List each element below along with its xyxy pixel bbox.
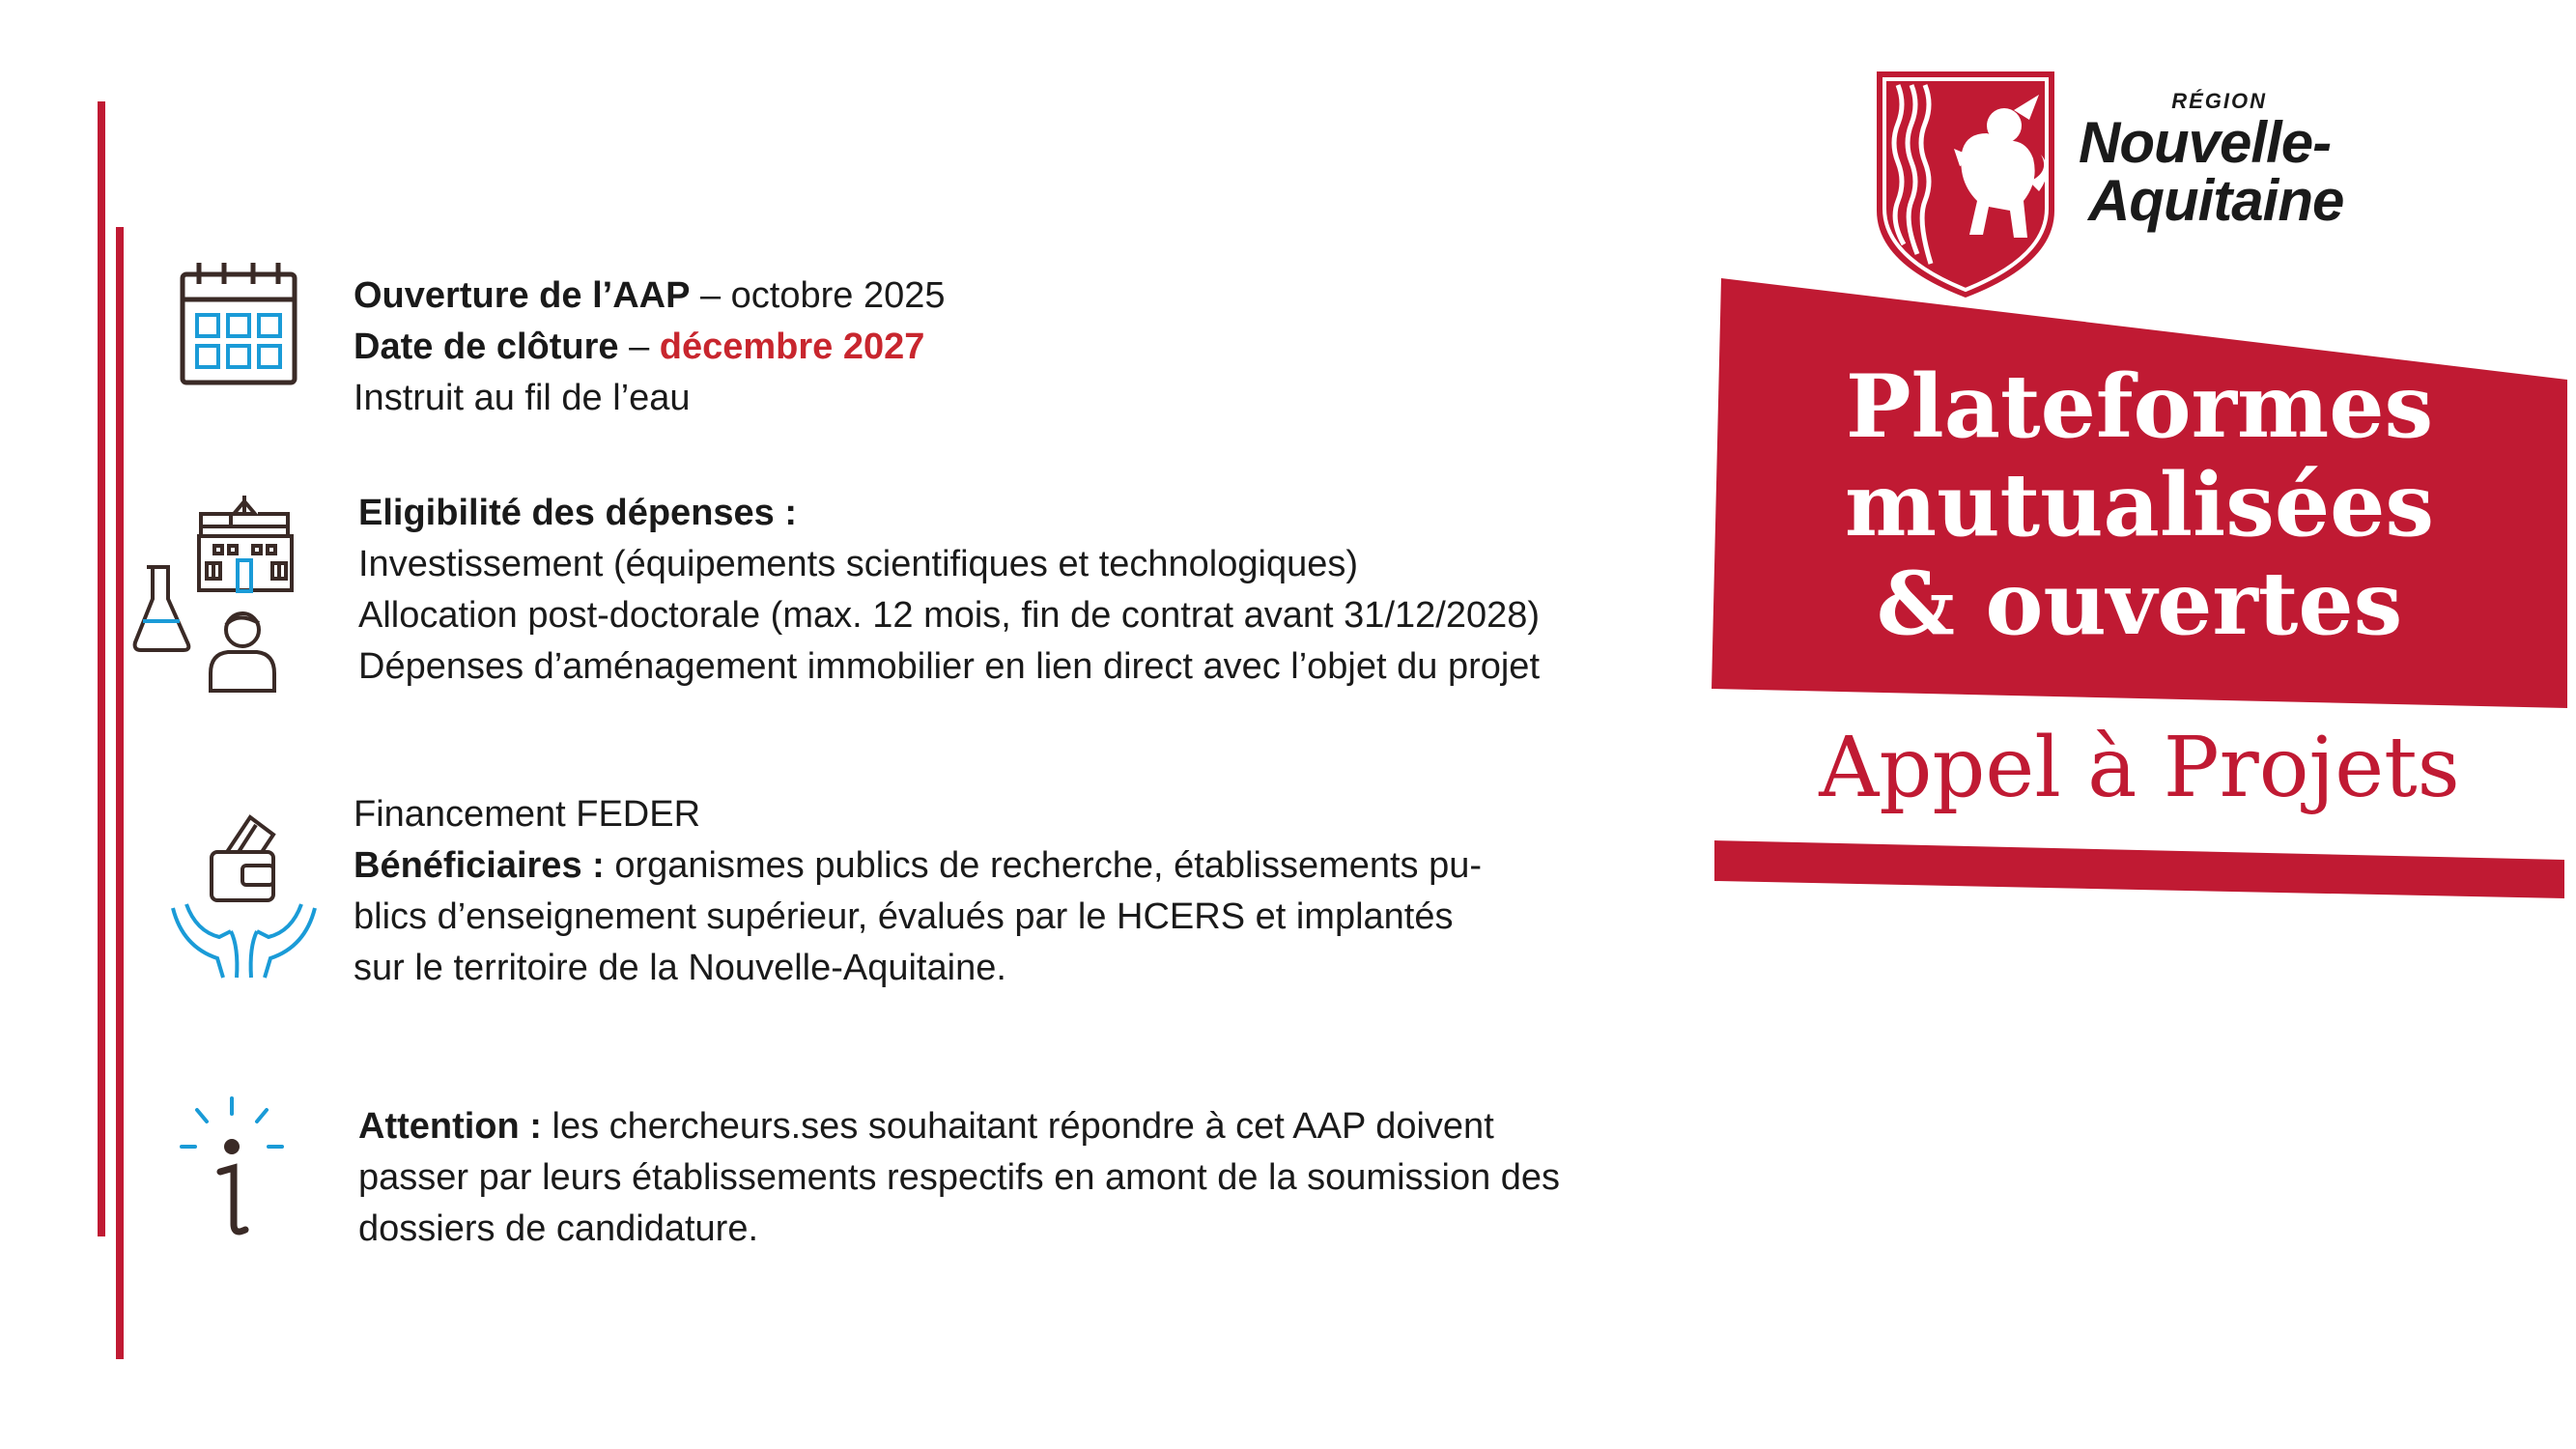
beneficiaries-line: [354, 840, 1482, 892]
closing-label: Date de clôture: [354, 327, 619, 367]
logo-name-line2: Aquitaine: [2088, 168, 2344, 233]
beneficiaries-text: organismes publics de recherche, établissements pu-: [604, 845, 1483, 886]
opening-line: [354, 270, 946, 322]
banner-title-line: & ouvertes: [1876, 553, 2403, 655]
attention-line: [358, 1101, 1560, 1152]
eligibility-item: Dépenses d’aménagement immobilier en lien direct avec l’objet du projet: [358, 646, 1540, 687]
beneficiaries-text: sur le territoire de la Nouvelle-Aquitaine.: [354, 948, 1006, 988]
beneficiaries-text: blics d’enseignement supérieur, évalués par le HCERS et implantés: [354, 896, 1454, 937]
attention-label: Attention :: [358, 1106, 542, 1147]
closing-line: [354, 322, 946, 373]
left-accent-line-inner: [116, 227, 124, 1359]
wallet-hands-icon: [169, 811, 319, 980]
closing-separator: –: [618, 327, 660, 367]
opening-label: Ouverture de l’AAP: [354, 275, 691, 316]
funding-block: [354, 789, 1482, 994]
beneficiaries-label: Bénéficiaires :: [354, 845, 605, 886]
attention-block: [358, 1101, 1560, 1255]
eligibility-item: Investissement (équipements scientifiques et technologiques): [358, 544, 1359, 584]
eligibility-item: Allocation post-doctorale (max. 12 mois, fin de contrat avant 31/12/2028): [358, 595, 1541, 636]
attention-text: passer par leurs établissements respectifs en amont de la soumission des: [358, 1157, 1561, 1198]
region-shield-logo: [1869, 66, 2062, 307]
bottom-accent-bar: [1714, 840, 2564, 903]
left-accent-line-outer: [98, 101, 105, 1236]
opening-separator: –: [690, 275, 731, 316]
banner-title-line: mutualisées: [1844, 454, 2435, 556]
banner-subtitle: Appel à Projets: [1819, 720, 2460, 816]
info-icon: [174, 1096, 290, 1241]
calendar-icon: [180, 261, 297, 386]
logo-region-label: RÉGION: [2171, 89, 2267, 113]
region-wordmark: [2079, 89, 2344, 233]
closing-value: décembre 2027: [659, 327, 925, 367]
attention-text: dossiers de candidature.: [358, 1208, 759, 1249]
eligibility-title: Eligibilité des dépenses :: [358, 493, 798, 533]
banner-title: [1729, 357, 2550, 653]
funding-title: Financement FEDER: [354, 794, 701, 835]
instruction-line: Instruit au fil de l’eau: [354, 378, 691, 418]
schedule-block: [354, 270, 946, 424]
attention-text: les chercheurs.ses souhaitant répondre à cet AAP doivent: [541, 1106, 1494, 1147]
logo-name-line1: Nouvelle-: [2079, 110, 2332, 175]
opening-value: octobre 2025: [730, 275, 946, 316]
banner-title-line: Plateformes: [1845, 355, 2434, 458]
building-flask-person-icon: [131, 488, 315, 696]
eligibility-block: [358, 488, 1540, 693]
